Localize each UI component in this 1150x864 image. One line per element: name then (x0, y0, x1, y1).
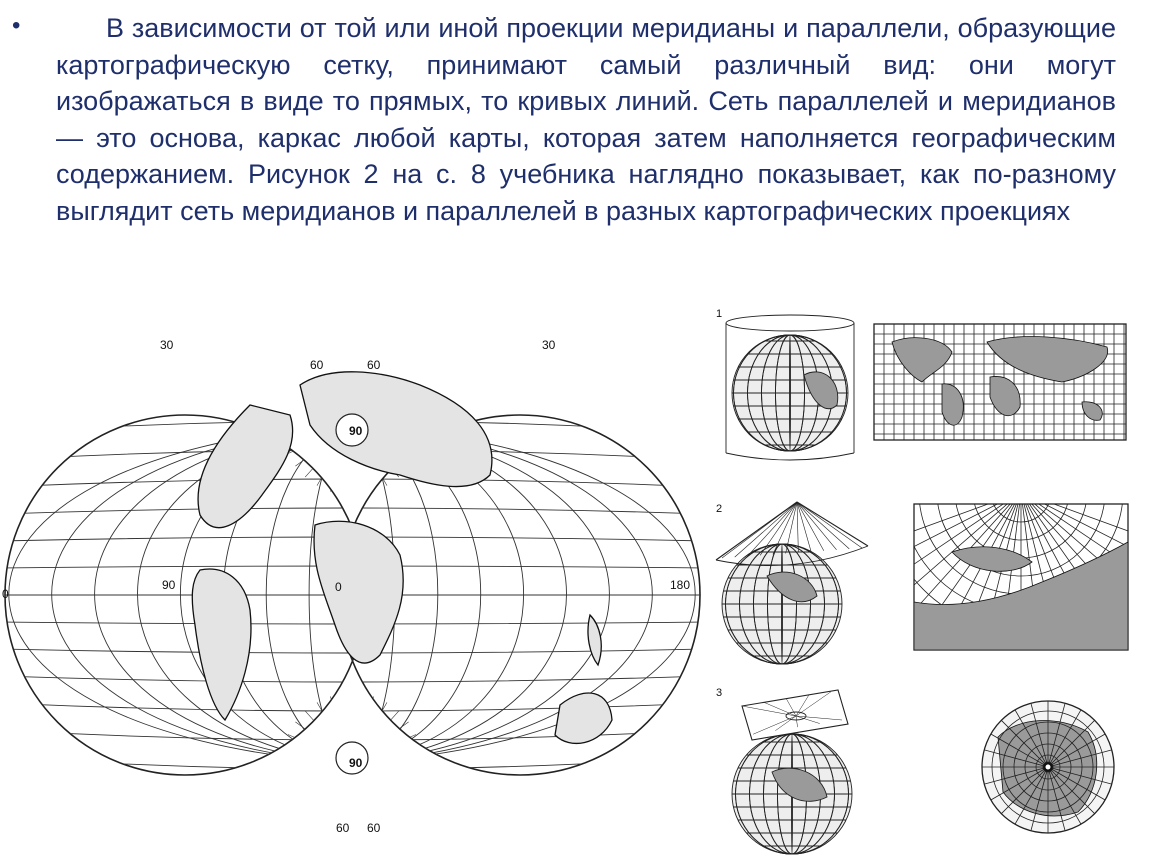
continent (555, 693, 612, 743)
parallel-line (0, 811, 705, 827)
parallel-line (0, 784, 705, 798)
label-0-center: 0 (335, 580, 342, 594)
label-90-left: 90 (162, 578, 176, 592)
label-90-south: 90 (349, 756, 363, 770)
cone-ray (797, 502, 849, 549)
cone-ray (797, 502, 824, 551)
tangent-plane (742, 690, 848, 740)
pole-dot-inner (1046, 765, 1051, 770)
fig1-cylinder-globe (712, 305, 862, 463)
continent (192, 569, 251, 720)
fig3-azimuthal-map (978, 697, 1118, 837)
fig1-number: 1 (716, 308, 723, 320)
map-land (987, 337, 1108, 382)
map-land (1082, 402, 1102, 421)
parallel-line (0, 508, 705, 514)
parallel-line (0, 676, 705, 682)
parallel-line (0, 838, 705, 856)
main-projection-map (0, 325, 705, 864)
label-30-right: 30 (542, 338, 556, 352)
label-60-top: 60 (310, 358, 324, 372)
fig2-cone-globe (712, 496, 872, 674)
label-60-bottom-right: 60 (367, 821, 381, 835)
label-60-top-right: 60 (367, 358, 381, 372)
fig1-cylindrical-map (872, 322, 1128, 442)
fig2-conic-map (912, 502, 1130, 652)
parallel-line (0, 334, 705, 352)
label-0-left: 0 (2, 587, 9, 601)
fig3-number: 3 (716, 687, 723, 699)
label-60-bottom: 60 (336, 821, 350, 835)
map-land (990, 376, 1020, 415)
label-180: 180 (670, 578, 691, 592)
cylinder-top (726, 315, 854, 331)
continent (314, 521, 403, 663)
bullet-marker: • (12, 12, 21, 39)
map-land (942, 384, 963, 425)
fig2-number: 2 (716, 503, 723, 515)
cylinder-bottom (726, 453, 854, 460)
body-paragraph: В зависимости от той или иной проекции меридианы и параллели, образующие картографическую сетку, принимают самый различный вид: они могут изображаться в виде то прямых, то кривых линий. Сеть параллелей и меридианов — это основа, каркас любой карты, которая затем наполняется географическим содержанием. Рисунок 2 на с. 8 учебника наглядно показывает, как по-разному выглядит сеть меридианов и параллелей в разных картографических проекциях (56, 13, 1116, 226)
label-90-north: 90 (349, 424, 363, 438)
label-30-left: 30 (160, 338, 174, 352)
continent (300, 372, 492, 487)
map-land (952, 547, 1032, 572)
cone-ray (797, 502, 798, 553)
continent (588, 615, 601, 665)
map-land (892, 338, 952, 382)
fig3-azimuthal-globe (712, 682, 872, 860)
map-continents (192, 372, 612, 744)
